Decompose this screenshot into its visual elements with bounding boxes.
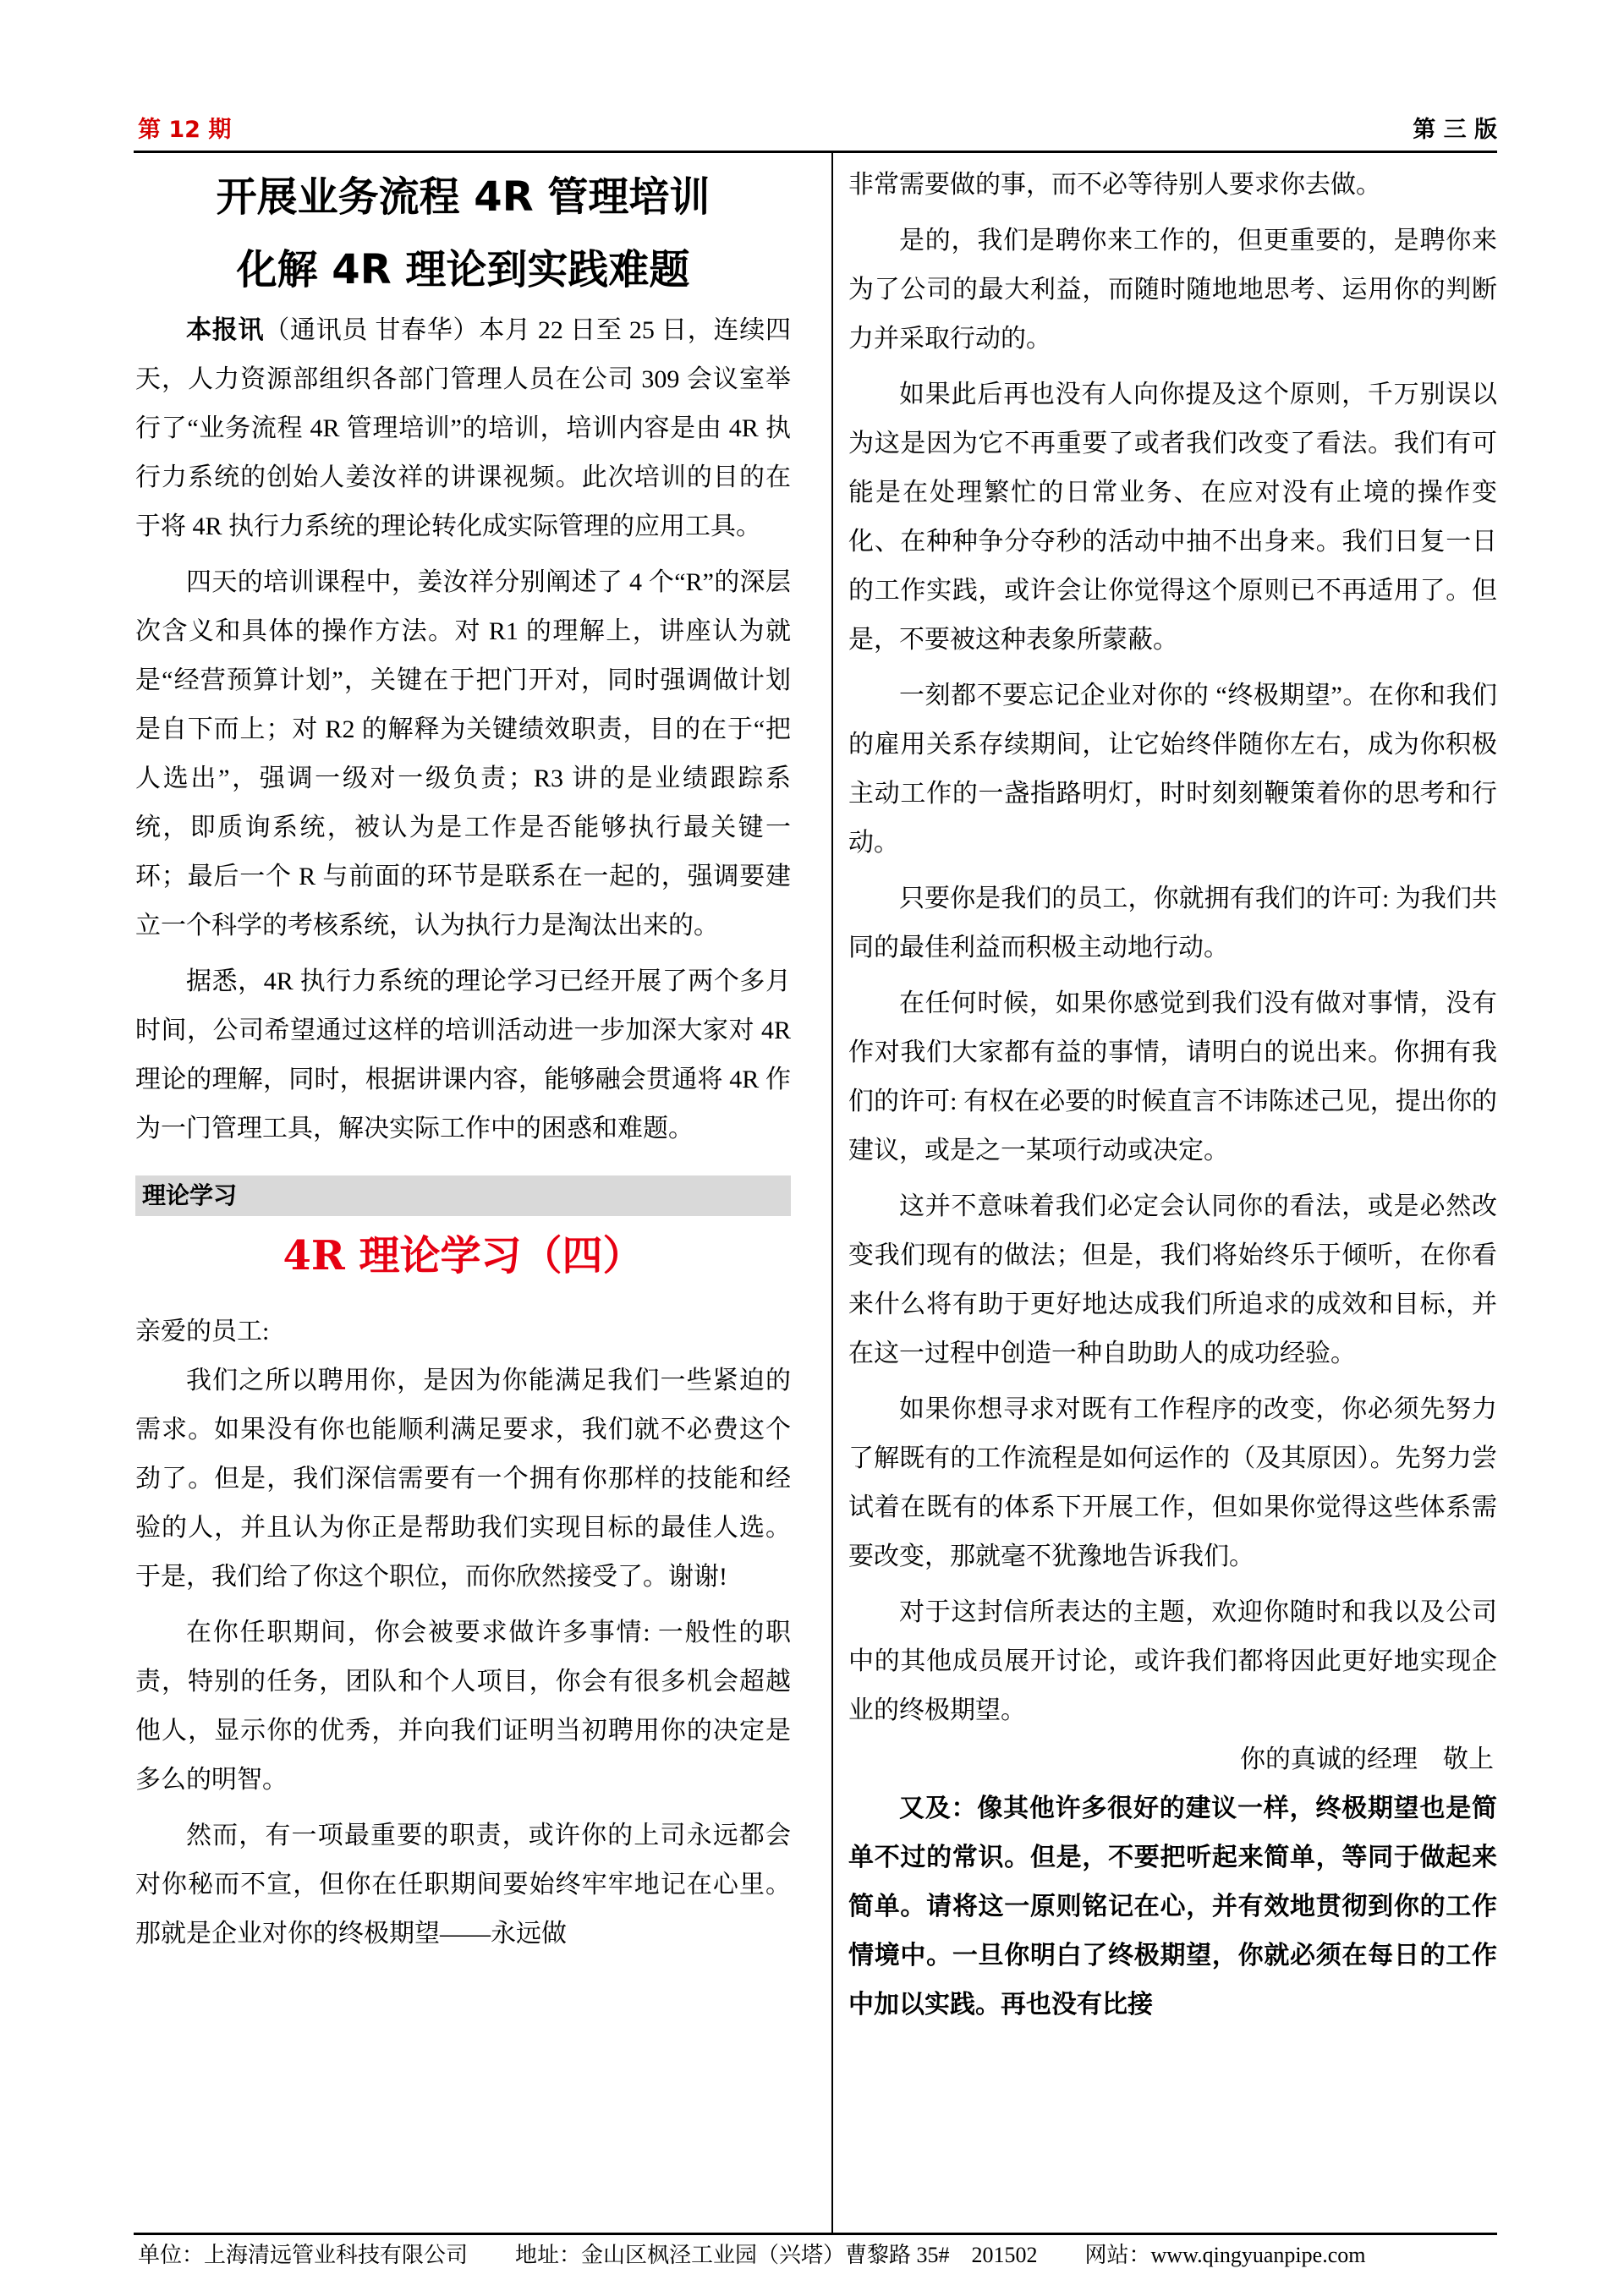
letter-paragraph: 然而，有一项最重要的职责，或许你的上司永远都会对你秘而不宣，但你在任职期间要始终牢牢地记在心里。那就是企业对你的终极期望——永远做 — [135, 1822, 791, 1948]
letter-paragraph: 是的，我们是聘你来工作的，但更重要的，是聘你来为了公司的最大利益，而随时随地地思考、运用你的判断力并采取行动的。 — [848, 227, 1497, 353]
headline-line-1: 开展业务流程 4R 管理培训 — [216, 173, 710, 221]
letter-signature: 你的真诚的经理 敬上 — [1240, 1745, 1494, 1773]
left-column — [135, 161, 791, 1959]
section-title: 4R 理论学习（四） — [283, 1232, 644, 1280]
letter-paragraph: 这并不意味着我们必定会认同你的看法，或是必然改变我们现有的做法；但是，我们将始终乐于倾听，在你看来什么将有助于更好地达成我们所追求的成效和目标，并在这一过程中创造一种自助助人的成功经验。 — [848, 1192, 1497, 1367]
footer-website: 网站：www.qingyuanpipe.com — [1084, 2243, 1366, 2267]
footer-unit: 单位：上海清远管业科技有限公司 — [138, 2243, 469, 2267]
page-number: 第 三 版 — [1413, 117, 1497, 143]
postscript: 又及：像其他许多很好的建议一样，终极期望也是简单不过的常识。但是，不要把听起来简单，等同于做起来简单。请将这一原则铭记在心，并有效地贯彻到你的工作情境中。一旦你明白了终极期望，你就必须在每日的工作中加以实践。再也没有比接 — [848, 1794, 1497, 2019]
letter-paragraph: 只要你是我们的员工，你就拥有我们的许可: 为我们共同的最佳利益而积极主动地行动。 — [848, 885, 1497, 962]
letter-paragraph: 一刻都不要忘记企业对你的 “终极期望”。在你和我们的雇用关系存续期间，让它始终伴随你左右，成为你积极主动工作的一盏指路明灯，时时刻刻鞭策着你的思考和行动。 — [848, 682, 1497, 857]
letter-paragraph: 对于这封信所表达的主题，欢迎你随时和我以及公司中的其他成员展开讨论，或许我们都将因此更好地实现企业的终极期望。 — [848, 1598, 1497, 1724]
issue-number: 第 12 期 — [138, 117, 232, 143]
letter-paragraph: 在任何时候，如果你感觉到我们没有做对事情，没有作对我们大家都有益的事情，请明白的说出来。你拥有我们的许可: 有权在必要的时候直言不讳陈述己见，提出你的建议，或是之一某项行动或决定。 — [848, 989, 1497, 1164]
lead-label: 本报讯 — [186, 316, 265, 344]
header-divider — [134, 151, 1497, 153]
letter-paragraph: 如果此后再也没有人向你提及这个原则，千万别误以为这是因为它不再重要了或者我们改变了看法。我们有可能是在处理繁忙的日常业务、在应对没有止境的操作变化、在种种争分夺秒的活动中抽不出身来。我们日复一日的工作实践，或许会让你觉得这个原则已不再适用了。但是，不要被这种表象所蒙蔽。 — [848, 381, 1497, 654]
right-column — [848, 161, 1497, 2030]
article-headline — [135, 161, 791, 306]
footer — [138, 2240, 1497, 2271]
letter-paragraph-continued: 非常需要做的事，而不必等待别人要求你去做。 — [848, 171, 1381, 199]
letter-salutation: 亲爱的员工: — [135, 1318, 270, 1345]
headline-line-2: 化解 4R 理论到实践难题 — [236, 246, 690, 293]
footer-address: 地址：金山区枫泾工业园（兴塔）曹黎路 35# 201502 — [515, 2243, 1038, 2267]
letter-paragraph: 在你任职期间，你会被要求做许多事情: 一般性的职责，特别的任务，团队和个人项目，你会有很多机会超越他人，显示你的优秀，并向我们证明当初聘用你的决定是多么的明智。 — [135, 1619, 791, 1794]
section-bar: 理论学习 — [135, 1175, 791, 1216]
letter-paragraph: 我们之所以聘用你，是因为你能满足我们一些紧迫的需求。如果没有你也能顺利满足要求，我们就不必费这个劲了。但是，我们深信需要有一个拥有你那样的技能和经验的人，并且认为你正是帮助我们实现目标的最佳人选。于是，我们给了你这个职位，而你欣然接受了。谢谢! — [135, 1367, 791, 1591]
article-paragraph: 据悉，4R 执行力系统的理论学习已经开展了两个多月时间，公司希望通过这样的培训活动进一步加深大家对 4R 理论的理解，同时，根据讲课内容，能够融会贯通将 4R 作为一门管理工具，解决实际工作中的困惑和难题。 — [135, 967, 791, 1143]
article-paragraph: 四天的培训课程中，姜汝祥分别阐述了 4 个“R”的深层次含义和具体的操作方法。对 R1 的理解上，讲座认为就是“经营预算计划”，关键在于把门开对，同时强调做计划是自下而上；对 R2 的解释为关键绩效职责，目的在于“把人选出”，强调一级对一级负责；R3 讲的是业绩跟踪系统，即质询系统，被认为是工作是否能够执行最关键一环；最后一个 R 与前面的环节是联系在一起的，强调要建立一个科学的考核系统，认为执行力是淘汰出来的。 — [135, 568, 791, 940]
letter-paragraph: 如果你想寻求对既有工作程序的改变，你必须先努力了解既有的工作流程是如何运作的（及其原因）。先努力尝试着在既有的体系下开展工作，但如果你觉得这些体系需要改变，那就毫不犹豫地告诉我们。 — [848, 1395, 1497, 1570]
footer-divider — [134, 2233, 1497, 2235]
article-paragraph — [135, 306, 791, 551]
lead-text: （通讯员 甘春华）本月 22 日至 25 日，连续四天，人力资源部组织各部门管理人员在公司 309 会议室举行了“业务流程 4R 管理培训”的培训，培训内容是由 4R 执行力系统的创始人姜汝祥的讲课视频。此次培训的目的在于将 4R 执行力系统的理论转化成实际管理的应用工具。 — [135, 316, 791, 540]
column-divider — [831, 153, 833, 2233]
